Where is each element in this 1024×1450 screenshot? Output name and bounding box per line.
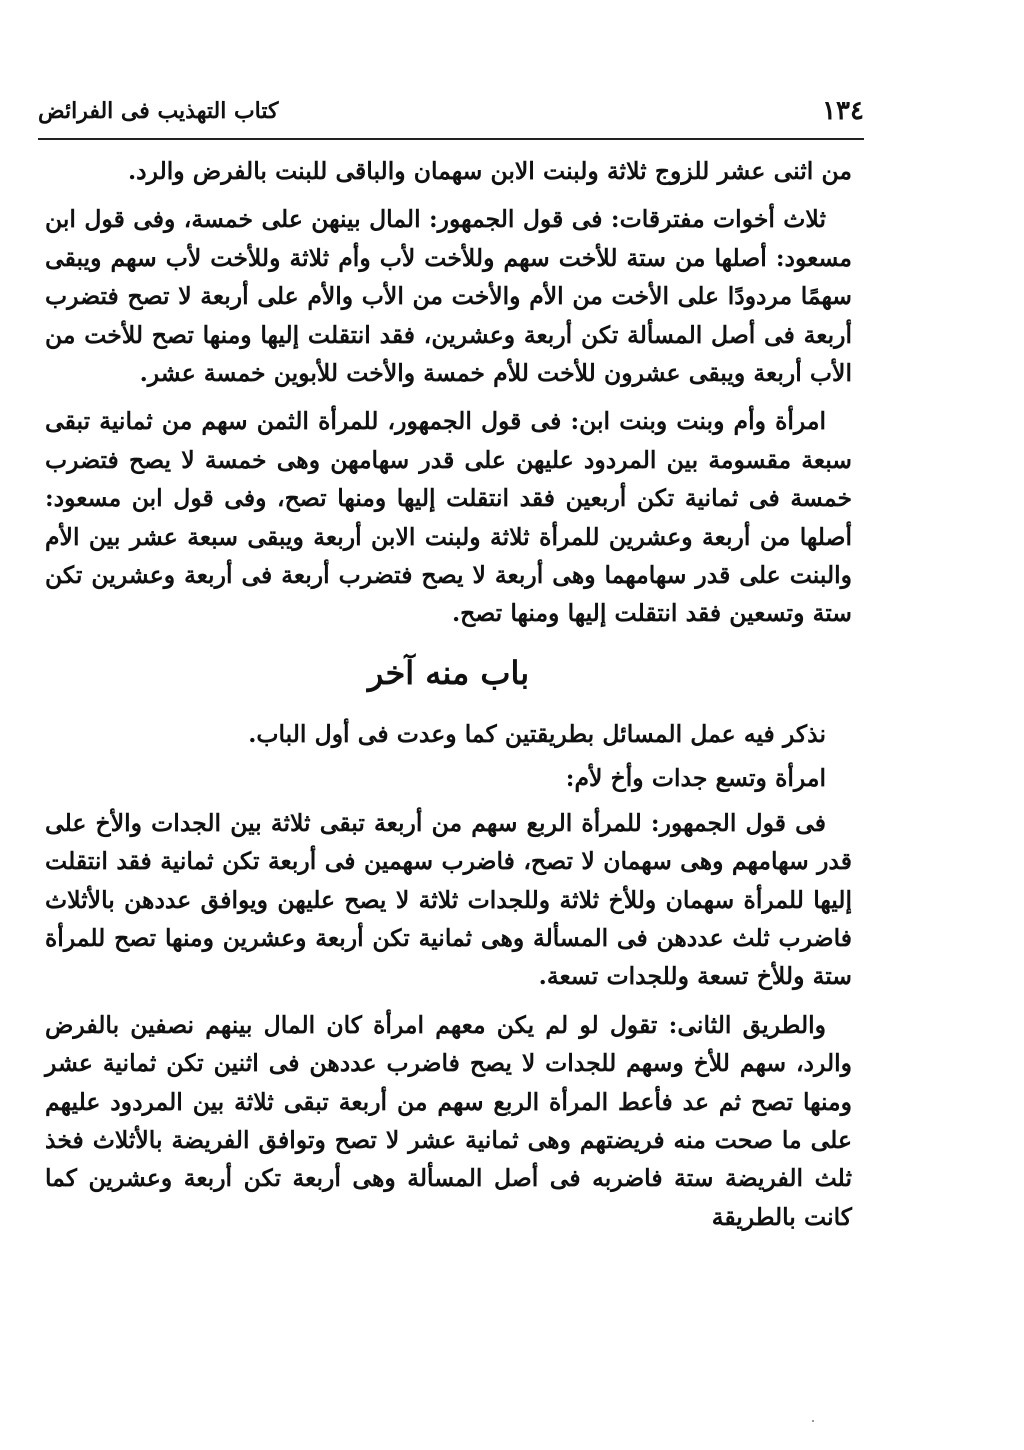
header-rule	[38, 138, 864, 140]
paragraph-3: امرأة وأم وبنت وبنت ابن: فى قول الجمهور، للمرأة الثمن سهم من ثمانية تبقى سبعة مقسومة بين المردود عليهن على قدر سهامهن وهى خمسة لا يصح فتضرب خمسة فى ثمانية تكن أربعين فقد انتقلت إليها ومنها تصح، وفى قول ابن مسعود: أصلها من أربعة وعشرين للمرأة ثلاثة ولبنت الابن أربعة ويبقى سبعة عشر بين الأم والبنت على قدر سهامهما وهى أربعة لا يصح فتضرب أربعة فى أربعة وعشرين تكن ستة وتسعين فقد انتقلت إليها ومنها تصح.	[45, 407, 852, 628]
scan-speck	[812, 1420, 814, 1422]
page-header	[38, 96, 864, 136]
section-heading: باب منه آخر	[367, 653, 530, 692]
paragraph-4: نذكر فيه عمل المسائل بطريقتين كما وعدت فى أول الباب.	[248, 719, 826, 748]
paragraph-1: من اثنى عشر للزوج ثلاثة ولبنت الابن سهمان والباقى للبنت بالفرض والرد.	[127, 157, 852, 185]
paragraph-2: ثلاث أخوات مفترقات: فى قول الجمهور: المال بينهن على خمسة، وفى قول ابن مسعود: أصلها من ستة للأخت سهم وللأخت لأب وأم ثلاثة وللأخت لأب سهم ويبقى سهمًا مردودًا على الأخت من الأم والأخت من الأب والأم على أربعة لا تصح فتضرب أربعة فى أصل المسألة تكن أربعة وعشرين، فقد انتقلت إليها ومنها تصح للأخت من الأب أربعة ويبقى عشرون للأخت للأم خمسة والأخت للأبوين خمسة عشر.	[45, 205, 852, 388]
running-title: كتاب التهذيب فى الفرائض	[38, 98, 279, 124]
paragraph-5: امرأة وتسع جدات وأخ لأم:	[565, 764, 826, 793]
page-number: ١٣٤	[822, 96, 864, 126]
paragraph-7: والطريق الثانى: تقول لو لم يكن معهم امرأة كان المال بينهم نصفين بالفرض والرد، سهم للأخ وسهم للجدات لا يصح فاضرب عددهن فى اثنين تكن ثمانية عشر ومنها تصح ثم عد فأعط المرأة الربع سهم من أربعة تبقى ثلاثة بين المردود عليهم على ما صحت منه فريضتهم وهى ثمانية عشر لا تصح وتوافق الفريضة بالأثلاث فخذ ثلث الفريضة ستة فاضربه فى أصل المسألة وهى أربعة تكن أربعة وعشرين كما كانت بالطريقة	[45, 1010, 852, 1231]
page-body	[45, 146, 852, 1246]
paragraph-6: فى قول الجمهور: للمرأة الربع سهم من أربعة تبقى ثلاثة بين الجدات والأخ على قدر سهامهم وهى سهمان لا تصح، فاضرب سهمين فى أربعة تكن ثمانية فقد انتقلت إليها للمرأة سهمان وللأخ ثلاثة وللجدات ثلاثة لا يصح عليهن ويوافق عددهن بالأثلاث فاضرب ثلث عددهن فى المسألة وهى ثمانية تكن أربعة وعشرين ومنها تصح للمرأة ستة وللأخ تسعة وللجدات تسعة.	[45, 808, 852, 991]
